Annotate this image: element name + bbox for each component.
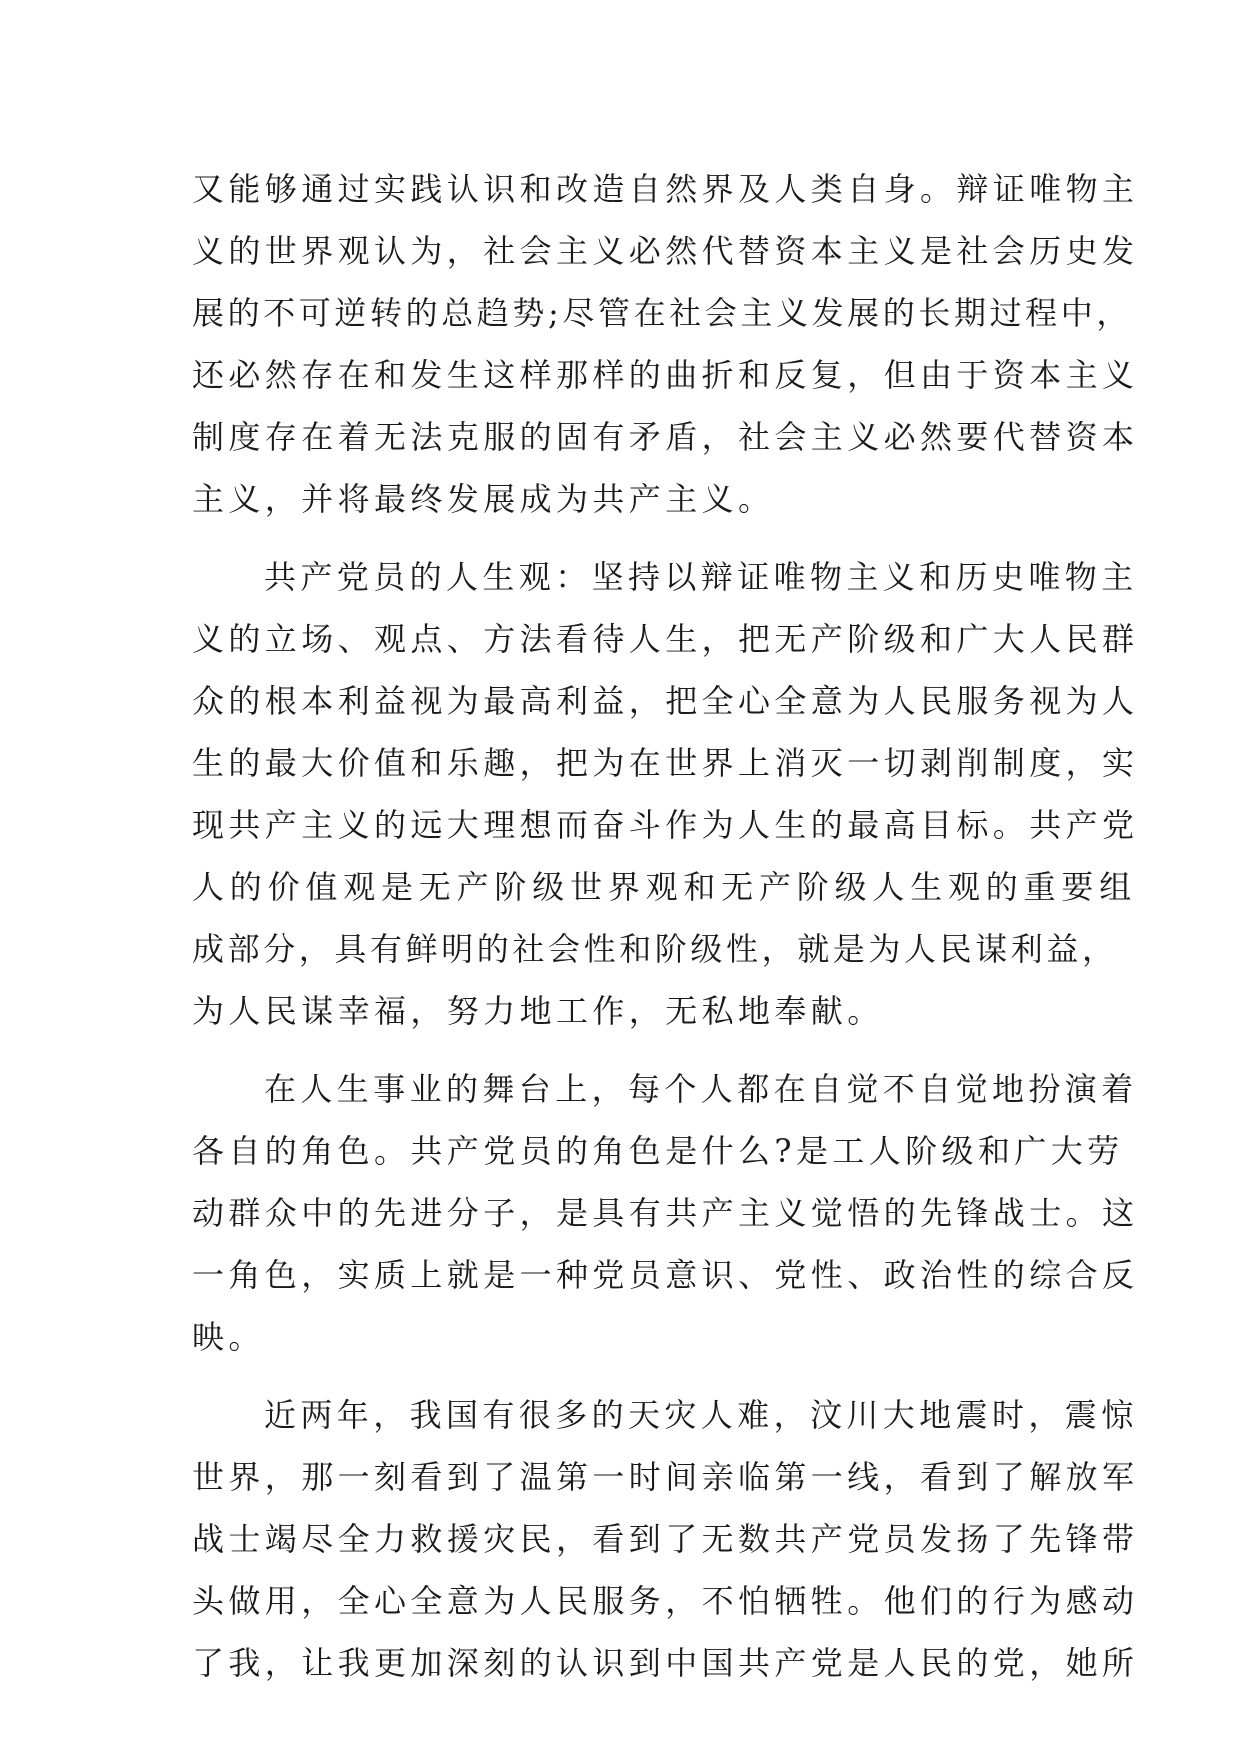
paragraph-2 — [192, 546, 1139, 1042]
text-line: 主义，并将最终发展成为共产主义。 — [192, 480, 775, 518]
text-line: 制度存在着无法克服的固有矛盾，社会主义必然要代替资本 — [192, 418, 1139, 456]
text-line: 众的根本利益视为最高利益，把全心全意为人民服务视为人 — [192, 682, 1139, 720]
text-line: 成部分，具有鲜明的社会性和阶级性，就是为人民谋利益， — [192, 930, 1118, 968]
text-line: 在人生事业的舞台上，每个人都在自觉不自觉地扮演着 — [264, 1070, 1138, 1108]
paragraph-4 — [192, 1384, 1139, 1694]
paragraph-1 — [192, 158, 1139, 530]
text-line: 了我，让我更加深刻的认识到中国共产党是人民的党，她所 — [192, 1644, 1139, 1682]
text-line: 义的立场、观点、方法看待人生，把无产阶级和广大人民群 — [192, 620, 1139, 658]
text-line: 动群众中的先进分子，是具有共产主义觉悟的先锋战士。这 — [192, 1194, 1139, 1232]
text-line: 现共产主义的远大理想而奋斗作为人生的最高目标。共产党 — [192, 806, 1139, 844]
text-line: 共产党员的人生观：坚持以辩证唯物主义和历史唯物主 — [264, 558, 1138, 596]
text-line: 战士竭尽全力救援灾民，看到了无数共产党员发扬了先锋带 — [192, 1520, 1139, 1558]
text-line: 人的价值观是无产阶级世界观和无产阶级人生观的重要组 — [192, 868, 1138, 906]
text-line: 一角色，实质上就是一种党员意识、党性、政治性的综合反 — [192, 1256, 1139, 1294]
text-line: 世界，那一刻看到了温第一时间亲临第一线，看到了解放军 — [192, 1458, 1139, 1496]
text-line: 又能够通过实践认识和改造自然界及人类自身。辩证唯物主 — [192, 170, 1139, 208]
text-line: 展的不可逆转的总趋势;尽管在社会主义发展的长期过程中， — [192, 294, 1132, 332]
text-line: 映。 — [192, 1318, 265, 1356]
text-line: 头做用，全心全意为人民服务，不怕牺牲。他们的行为感动 — [192, 1582, 1139, 1620]
text-line: 义的世界观认为，社会主义必然代替资本主义是社会历史发 — [192, 232, 1139, 270]
text-line: 生的最大价值和乐趣，把为在世界上消灭一切剥削制度，实 — [192, 744, 1139, 782]
text-line: 各自的角色。共产党员的角色是什么?是工人阶级和广大劳 — [192, 1132, 1124, 1170]
text-line: 还必然存在和发生这样那样的曲折和反复，但由于资本主义 — [192, 356, 1139, 394]
text-line: 为人民谋幸福，努力地工作，无私地奉献。 — [192, 992, 884, 1030]
text-line: 近两年，我国有很多的天灾人难，汶川大地震时，震惊 — [264, 1396, 1138, 1434]
paragraph-3 — [192, 1058, 1139, 1368]
body-text — [192, 158, 1139, 1694]
